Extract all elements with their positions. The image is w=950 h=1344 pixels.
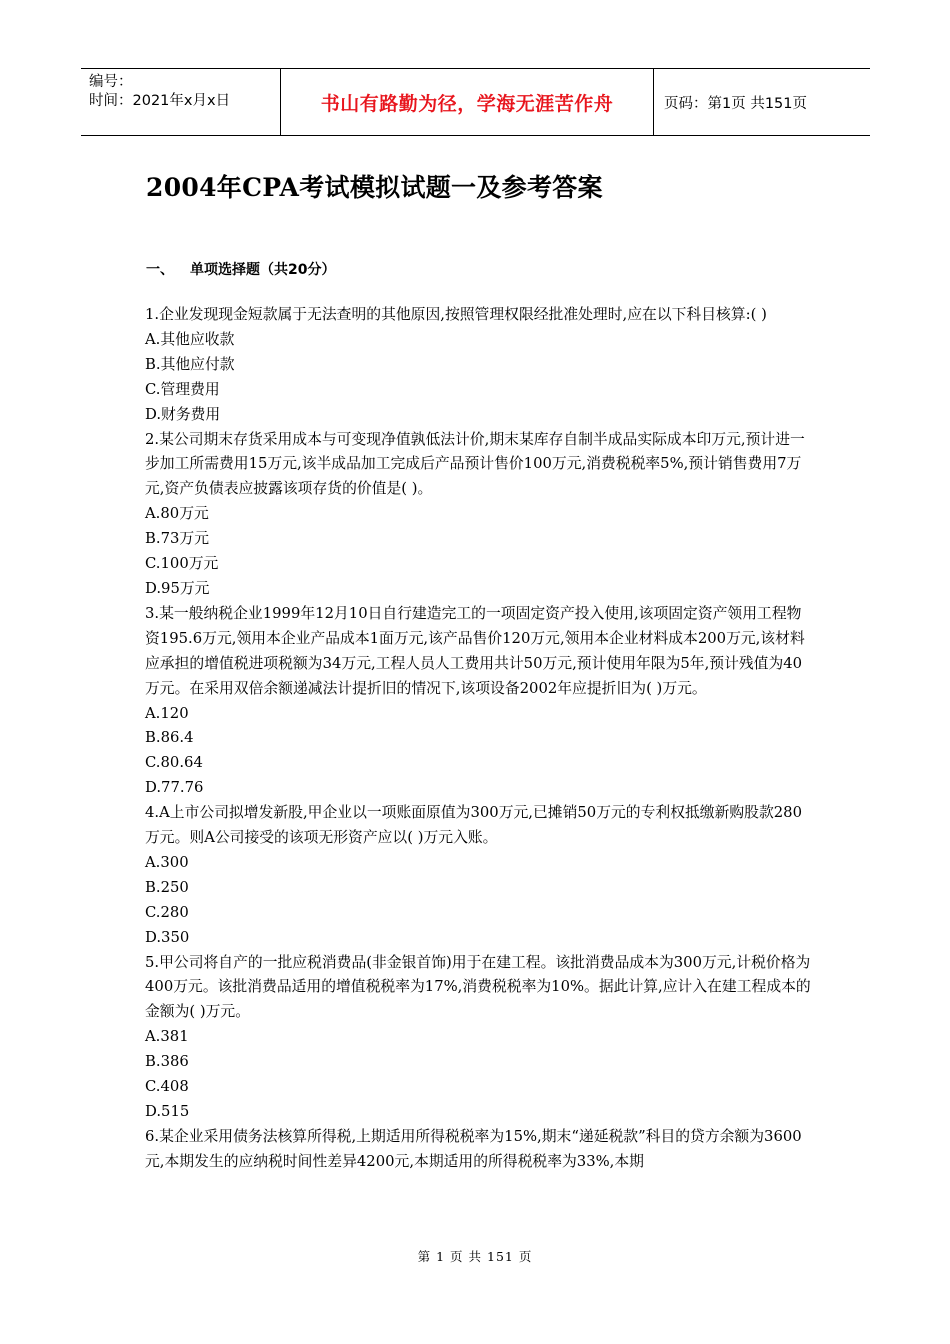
serial-label: 编号： — [89, 74, 133, 90]
section-label: 单项选择题（共20分） — [190, 262, 336, 278]
question-option: D.515 — [145, 1103, 190, 1120]
question-stem: 1.企业发现现金短款属于无法查明的其他原因,按照管理权限经批准处理时,应在以下科目核算:( ) — [145, 306, 767, 323]
section-number: 一、 — [146, 262, 174, 278]
question-option: A.80万元 — [145, 505, 209, 523]
question-option: B.250 — [145, 878, 189, 896]
question-option: C.408 — [145, 1078, 189, 1096]
page-footer: 第 1 页 共 151 页 — [417, 1249, 533, 1264]
header-meta — [81, 69, 281, 135]
question-option: C.80.64 — [145, 754, 203, 772]
question-stem: 5.甲公司将自产的一批应税消费品(非金银首饰)用于在建工程。该批消费品成本为300万元,计税价格为400万元。该批消费品适用的增值税税率为17%,消费税税率为10%。据此计算,应计入在建工程成本的金额为( )万元。 — [145, 953, 811, 1021]
question-option: C.280 — [145, 903, 189, 921]
question-list — [145, 303, 813, 1175]
question-option: C.100万元 — [145, 555, 219, 573]
question-option: A.381 — [145, 1028, 189, 1046]
header-motto: 书山有路勤为径，学海无涯苦作舟 — [281, 69, 654, 135]
question-option: D.77.76 — [145, 779, 204, 797]
section-heading — [146, 259, 335, 279]
document-title: 2004年CPA考试模拟试题一及参考答案 — [146, 173, 603, 202]
question-stem: 2.某公司期末存货采用成本与可变现净值孰低法计价,期末某库存自制半成品实际成本印万元,预计进一步加工所需费用15万元,该半成品加工完成后产品预计售价100万元,消费税税率5%,预计销售费用7万元,资产负债表应披露该项存货的价值是( )。 — [145, 430, 805, 498]
question-option: D.95万元 — [145, 579, 210, 597]
question-stem: 6.某企业采用债务法核算所得税,上期适用所得税税率为15%,期末“递延税款”科目的贷方余额为3600元,本期发生的应纳税时间性差异4200元,本期适用的所得税税率为33%,本期 — [145, 1127, 802, 1170]
question-option: A.其他应收款 — [145, 330, 235, 348]
question-option: A.300 — [145, 853, 189, 871]
question-option: B.386 — [145, 1053, 189, 1071]
header-page-number: 页码：第1页 共151页 — [664, 95, 808, 112]
time-text: 时间：2021年x月x日 — [89, 93, 231, 109]
question-option: C.管理费用 — [145, 380, 220, 398]
question-option: B.其他应付款 — [145, 355, 235, 373]
question-option: A.120 — [145, 704, 189, 722]
question-stem: 4.A上市公司拟增发新股,甲企业以一项账面原值为300万元,已摊销50万元的专利权抵缴新购股款280万元。则A公司接受的该项无形资产应以( )万元入账。 — [145, 804, 803, 847]
page-header — [81, 68, 870, 136]
question-option: D.财务费用 — [145, 405, 221, 423]
question-option: B.73万元 — [145, 530, 209, 548]
question-option: B.86.4 — [145, 729, 194, 747]
question-option: D.350 — [145, 928, 190, 946]
question-stem: 3.某一般纳税企业1999年12月10日自行建造完工的一项固定资产投入使用,该项固定资产领用工程物资195.6万元,领用本企业产品成本1面万元,该产品售价120万元,领用本企业材料成本200万元,该材料应承担的增值税进项税额为34万元,工程人员人工费用共计50万元,预计使用年限为5年,预计残值为40万元。在采用双倍余额递减法计提折旧的情况下,该项设备2002年应提折旧为( )万元。 — [145, 604, 805, 697]
